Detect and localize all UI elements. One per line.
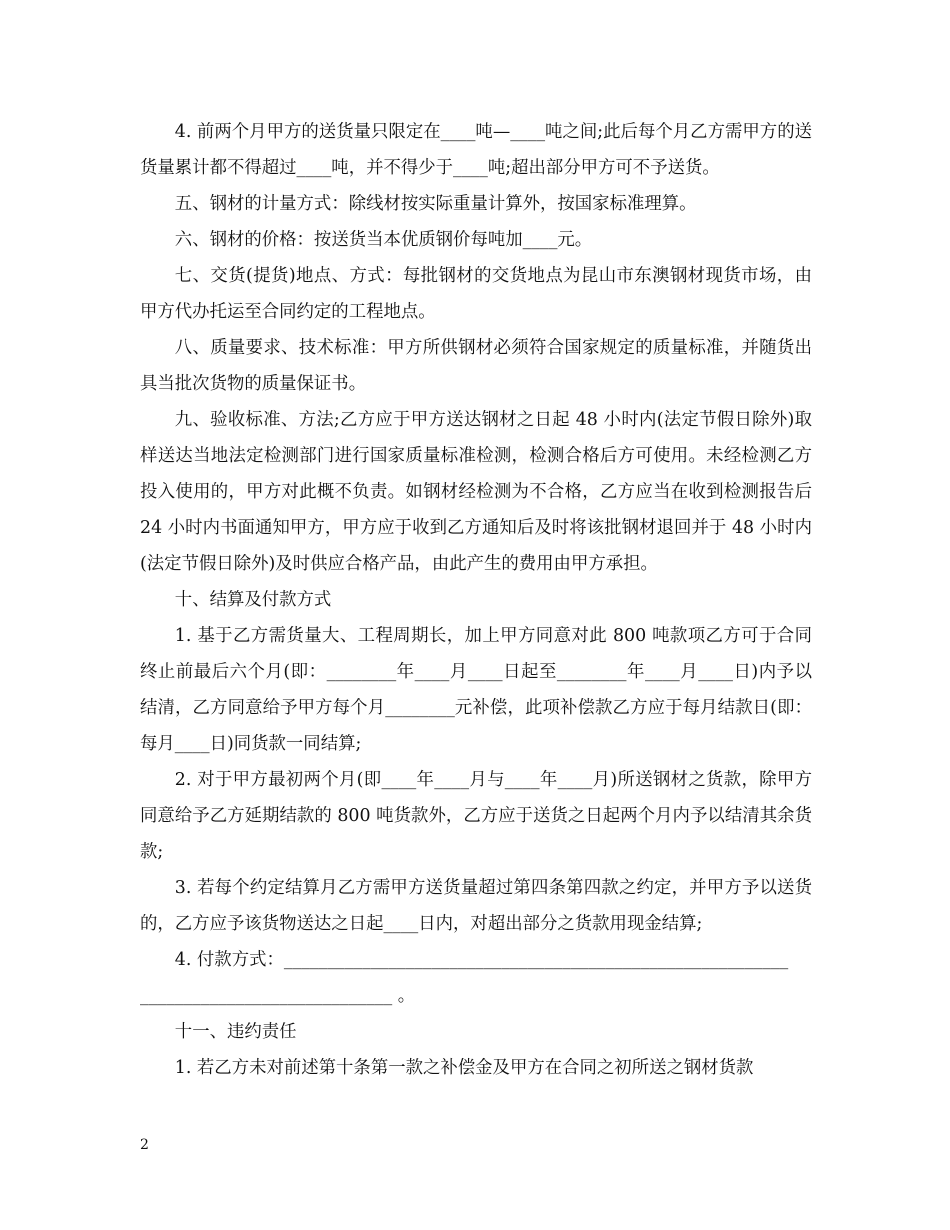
- section-10-item-2: 2. 对于甲方最初两个月(即____年____月与____年____月)所送钢材之货款，除甲方同意给予乙方延期结款的 800 吨货款外，乙方应于送货之日起两个月内予以结清其余货款;: [140, 770, 812, 862]
- section-10-item-3: 3. 若每个约定结算月乙方需甲方送货量超过第四条第四款之约定，并甲方予以送货的，乙方应予该货物送达之日起____日内，对超出部分之货款用现金结算;: [140, 878, 812, 934]
- section-10-item-4-payment: 4. 付款方式：__________________________________________________________: [174, 950, 789, 970]
- clause-7-delivery-location: 七、交货(提货)地点、方式：每批钢材的交货地点为昆山市东澳钢材现货市场，由甲方代办托运至合同约定的工程地点。: [140, 266, 812, 322]
- page-number: 2: [140, 1137, 149, 1153]
- contract-body: [140, 114, 818, 1086]
- section-11-heading: 十一、违约责任: [174, 1022, 297, 1042]
- section-10-item-1: 1. 基于乙方需货量大、工程周期长，加上甲方同意对此 800 吨款项乙方可于合同终止前最后六个月(即：________年____月____日起至________年____月____日)内予以结清，乙方同意给予甲方每个月________元补偿，此项补偿款乙方应于每月结款日(即：每月____日)同货款一同结算;: [140, 626, 812, 754]
- section-11-item-1: 1. 若乙方未对前述第十条第一款之补偿金及甲方在合同之初所送之钢材货款: [174, 1058, 754, 1078]
- clause-6-price: 六、钢材的价格：按送货当本优质钢价每吨加____元。: [174, 230, 593, 250]
- clause-5-measurement: 五、钢材的计量方式：除线材按实际重量计算外，按国家标准理算。: [174, 194, 697, 214]
- section-10-item-4-continuation: _____________________________ 。: [140, 986, 416, 1006]
- clause-8-quality-standard: 八、质量要求、技术标准：甲方所供钢材必须符合国家规定的质量标准，并随货出具当批次货物的质量保证书。: [140, 338, 812, 394]
- section-10-heading: 十、结算及付款方式: [174, 590, 332, 610]
- clause-9-inspection: 九、验收标准、方法;乙方应于甲方送达钢材之日起 48 小时内(法定节假日除外)取样送达当地法定检测部门进行国家质量标准检测，检测合格后方可使用。未经检测乙方投入使用的，甲方对此概不负责。如钢材经检测为不合格，乙方应当在收到检测报告后 24 小时内书面通知甲方，甲方应于收到乙方通知后及时将该批钢材退回并于 48 小时内(法定节假日除外)及时供应合格产品，由此产生的费用由甲方承担。: [140, 410, 818, 574]
- clause-4-delivery-quantity: 4. 前两个月甲方的送货量只限定在____吨—____吨之间;此后每个月乙方需甲方的送货量累计都不得超过____吨，并不得少于____吨;超出部分甲方可不予送货。: [140, 122, 812, 178]
